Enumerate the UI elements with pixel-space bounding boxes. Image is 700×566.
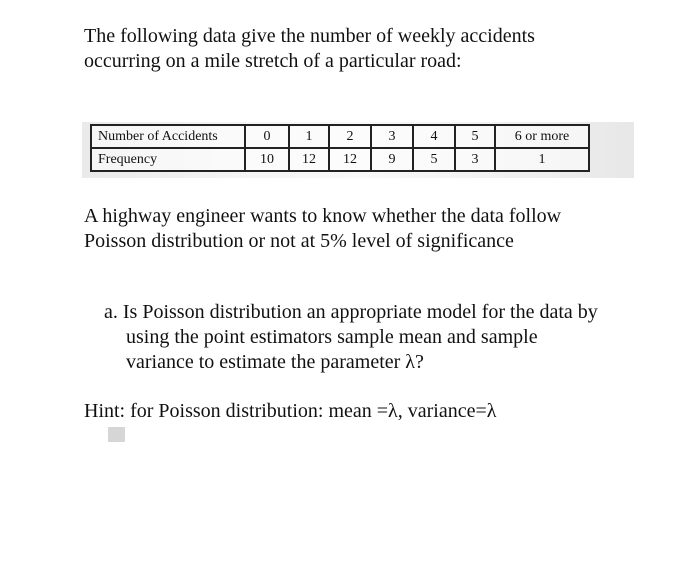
intro-text xyxy=(84,24,644,74)
table-row-frequency xyxy=(91,148,589,171)
accidents-frequency-table xyxy=(90,124,590,172)
problem-line-1: A highway engineer wants to know whether the data follow xyxy=(84,205,562,227)
table-cell: 9 xyxy=(371,148,413,171)
problem-line-2: Poisson distribution or not at 5% level of significance xyxy=(84,230,514,252)
row-header-frequency: Frequency xyxy=(91,148,245,171)
intro-line-1: The following data give the number of weekly accidents xyxy=(84,25,535,47)
table-cell: 2 xyxy=(329,125,371,148)
hint-text: Hint: for Poisson distribution: mean =λ, variance=λ xyxy=(84,400,497,422)
table-cell: 4 xyxy=(413,125,455,148)
table-cell: 3 xyxy=(455,148,495,171)
question-a xyxy=(104,300,634,375)
table-cell: 3 xyxy=(371,125,413,148)
question-line-1: a. Is Poisson distribution an appropriate model for the data by xyxy=(104,301,598,323)
table-cell: 1 xyxy=(495,148,589,171)
intro-line-2: occurring on a mile stretch of a particular road: xyxy=(84,50,462,72)
problem-statement xyxy=(84,204,644,254)
table-row-accidents xyxy=(91,125,589,148)
table-cell: 12 xyxy=(329,148,371,171)
table-cell: 0 xyxy=(245,125,289,148)
table-cell: 12 xyxy=(289,148,329,171)
table-cell: 1 xyxy=(289,125,329,148)
placeholder-box xyxy=(108,427,125,442)
table-cell: 5 xyxy=(413,148,455,171)
row-header-accidents: Number of Accidents xyxy=(91,125,245,148)
table-cell: 5 xyxy=(455,125,495,148)
table-cell: 10 xyxy=(245,148,289,171)
accidents-table-container xyxy=(90,124,624,175)
question-line-2: using the point estimators sample mean and sample xyxy=(126,326,538,348)
table-cell: 6 or more xyxy=(495,125,589,148)
question-line-3: variance to estimate the parameter λ? xyxy=(126,351,424,373)
